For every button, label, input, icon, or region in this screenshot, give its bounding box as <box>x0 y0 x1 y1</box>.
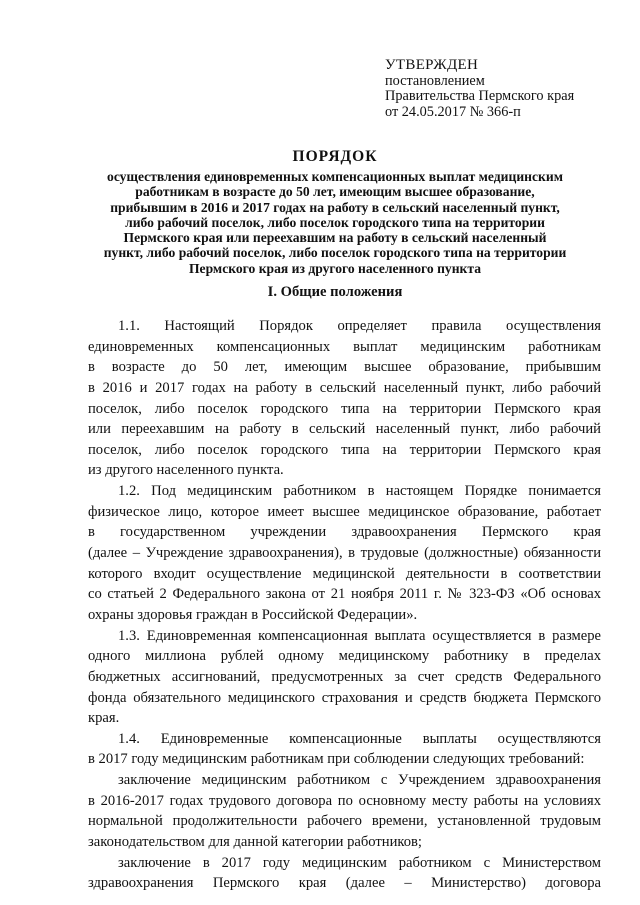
approval-stamp <box>385 58 574 120</box>
approval-line: Правительства Пермского края <box>385 88 575 104</box>
paragraph-line: в 2017 году медицинским работникам при соблюдении следующих требований: <box>88 751 585 768</box>
paragraph-line: 1.4. Единовременные компенсационные выплаты осуществляются <box>118 730 601 747</box>
approval-line: постановлением <box>385 72 485 89</box>
paragraph-line: 1.3. Единовременная компенсационная выплата осуществляется в размере <box>118 627 601 644</box>
paragraph-line: 1.2. Под медицинским работником в настоящем Порядке понимается <box>118 483 601 500</box>
subtitle-line: осуществления единовременных компенсационных выплат медицинским <box>107 169 563 184</box>
paragraph-line: или переехавшим на работу в сельский населенный пункт, либо рабочий <box>88 421 601 438</box>
subtitle-line: пункт, либо рабочий поселок, либо поселок городского типа на территории <box>103 245 567 261</box>
subtitle-line: Пермского края или переехавшим на работу в сельский населенный <box>123 230 547 246</box>
paragraph-line: из другого населенного пункта. <box>88 462 284 479</box>
approval-heading: УТВЕРЖДЕН <box>385 57 479 73</box>
paragraph-line: в 2016-2017 годах трудового договора по основному месту работы на условиях <box>88 792 601 809</box>
paragraph-line: в 2016 и 2017 годах на работу в сельский населенный пункт, либо рабочий <box>88 379 601 396</box>
paragraph-line: одного миллиона рублей одному медицинскому работнику в пределах <box>88 648 601 665</box>
paragraph-line: охраны здоровья граждан в Российской Федерации». <box>88 606 418 623</box>
subtitle-line: прибывшим в 2016 и 2017 годах на работу в сельский населенный пункт, <box>110 199 560 215</box>
document-subtitle <box>70 169 600 276</box>
subtitle-line: либо рабочий поселок, либо поселок городского типа на территории <box>125 214 545 230</box>
document-title: ПОРЯДОК <box>292 148 378 165</box>
paragraph-line: здравоохранения Пермского края (далее – Министерство) договора <box>88 875 601 892</box>
section-heading: I. Общие положения <box>267 284 403 300</box>
paragraph-line: в государственном учреждении здравоохранения Пермского края <box>88 524 601 541</box>
document-body <box>88 316 601 894</box>
paragraph-line: в возрасте до 50 лет, имеющим высшее образование, прибывшим <box>88 359 601 376</box>
paragraph-line: края. <box>88 710 120 727</box>
paragraph-line: единовременных компенсационных выплат медицинским работникам <box>88 338 601 355</box>
paragraph-line: заключение медицинским работником с Учреждением здравоохранения <box>118 772 601 789</box>
subtitle-line: работникам в возрасте до 50 лет, имеющим высшее образование, <box>135 184 535 200</box>
paragraph-line: со статьей 2 Федерального закона от 21 ноября 2011 г. № 323-ФЗ «Об основах <box>88 586 601 603</box>
paragraph-line: бюджетных ассигнований, предусмотренных за счет средств Федерального <box>88 668 601 685</box>
paragraph-line: физическое лицо, которое имеет высшее медицинское образование, работает <box>88 503 601 520</box>
paragraph-line: нормальной продолжительности рабочего времени, установленной трудовым <box>88 813 601 830</box>
paragraph-line: (далее – Учреждение здравоохранения), в трудовые (должностные) обязанности <box>88 545 601 562</box>
paragraph-line: законодательством для данной категории работников; <box>88 834 422 851</box>
approval-line: от 24.05.2017 № 366-п <box>385 103 521 120</box>
paragraph-line: поселок, либо поселок городского типа на территории Пермского края <box>88 400 601 417</box>
paragraph-line: которого входит осуществление медицинской деятельности в соответствии <box>88 565 601 582</box>
paragraph-line: заключение в 2017 году медицинским работником с Министерством <box>118 854 601 871</box>
paragraph-line: поселок, либо поселок городского типа на территории Пермского края <box>88 441 601 458</box>
paragraph-line: 1.1. Настоящий Порядок определяет правила осуществления <box>118 318 601 334</box>
subtitle-line: Пермского края из другого населенного пункта <box>188 260 482 276</box>
paragraph-line: фонда обязательного медицинского страхования и средств бюджета Пермского <box>88 689 601 706</box>
